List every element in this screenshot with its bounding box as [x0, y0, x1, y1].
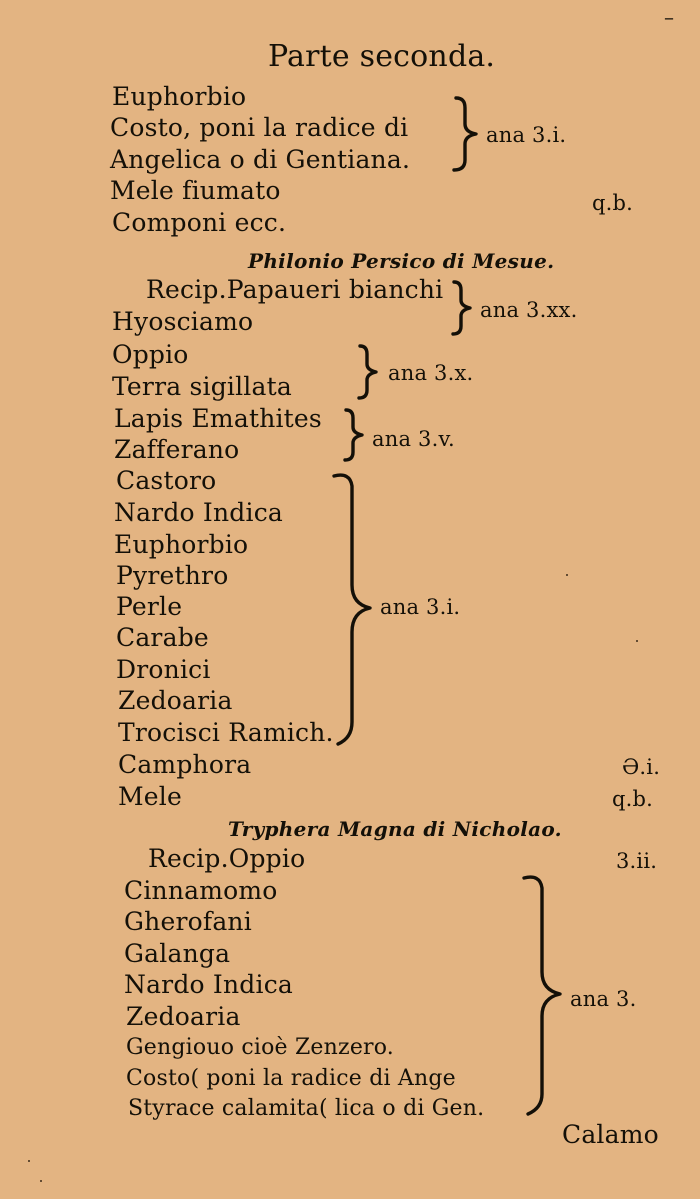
catchword-calamo: Calamo	[562, 1120, 659, 1149]
ingredient-styrace: Styrace calamita( lica o di Gen.	[128, 1096, 485, 1121]
recipe-heading-philonio: Philonio Persico di Mesue.	[248, 249, 555, 273]
dose-qb-block1: q.b.	[592, 191, 634, 215]
ingredient-pyrethro: Pyrethro	[116, 561, 229, 590]
paper-speck	[28, 1160, 30, 1162]
page-title: Parte seconda.	[268, 39, 496, 74]
ingredient-recip-papaueri: Recip.Papaueri bianchi	[146, 275, 444, 304]
ingredient-camphora: Camphora	[118, 750, 252, 779]
dose-camphora: Ə.i.	[622, 755, 661, 779]
ingredient-trocisci-ramich: Trocisci Ramich.	[118, 718, 334, 747]
ingredient-costo-2: Costo( poni la radice di Ange	[126, 1066, 456, 1091]
ingredient-mele: Mele fiumato	[110, 176, 281, 205]
instruction-componi: Componi ecc.	[112, 208, 287, 237]
recipe-heading-tryphera: Tryphera Magna di Nicholao.	[228, 817, 562, 841]
brace-lapis	[338, 406, 372, 464]
ingredient-gherofani: Gherofani	[124, 907, 252, 936]
ingredient-galanga: Galanga	[124, 939, 231, 968]
dose-ana-v: ana 3.v.	[372, 427, 455, 451]
dose-ana-xx: ana 3.xx.	[480, 298, 578, 322]
paper-speck	[566, 574, 568, 576]
ingredient-carabe: Carabe	[116, 623, 209, 652]
ingredient-angelica: Angelica o di Gentiana.	[110, 145, 411, 174]
ingredient-lapis-emathites: Lapis Emathites	[114, 404, 322, 433]
brace-oppio	[352, 342, 386, 402]
ingredient-cinnamomo: Cinnamomo	[124, 876, 278, 905]
dose-ana-tryphera: ana 3.	[570, 987, 637, 1011]
ingredient-castoro: Castoro	[116, 466, 217, 495]
ingredient-costo: Costo, poni la radice di	[110, 113, 409, 142]
corner-mark: –	[664, 5, 675, 29]
ingredient-terra-sigillata: Terra sigillata	[112, 372, 292, 401]
ingredient-nardo-indica-2: Nardo Indica	[124, 970, 294, 999]
dose-ana-block1: ana 3.i.	[486, 123, 567, 147]
dose-recip-oppio: 3.ii.	[616, 849, 658, 873]
brace-papaueri	[446, 278, 480, 338]
ingredient-mele-2: Mele	[118, 782, 182, 811]
ingredient-oppio: Oppio	[112, 340, 189, 369]
ingredient-recip-oppio: Recip.Oppio	[148, 844, 306, 873]
paper-speck	[40, 1180, 42, 1182]
brace-tryphera-group	[516, 872, 572, 1122]
dose-mele: q.b.	[612, 787, 654, 811]
brace-castoro-group	[326, 470, 380, 750]
dose-ana-i-castoro: ana 3.i.	[380, 595, 461, 619]
ingredient-zedoaria-2: Zedoaria	[126, 1002, 241, 1031]
ingredient-perle: Perle	[116, 592, 183, 621]
ingredient-gengiouo: Gengiouo cioè Zenzero.	[126, 1035, 395, 1060]
ingredient-euphorbio-2: Euphorbio	[114, 530, 249, 559]
ingredient-hyosciamo: Hyosciamo	[112, 307, 254, 336]
brace-block1	[448, 94, 488, 174]
paper-speck	[636, 640, 638, 642]
ingredient-dronici: Dronici	[116, 655, 211, 684]
ingredient-zafferano: Zafferano	[114, 435, 240, 464]
ingredient-euphorbio: Euphorbio	[112, 82, 247, 111]
ingredient-nardo-indica: Nardo Indica	[114, 498, 284, 527]
ingredient-zedoaria: Zedoaria	[118, 686, 233, 715]
dose-ana-x: ana 3.x.	[388, 361, 474, 385]
